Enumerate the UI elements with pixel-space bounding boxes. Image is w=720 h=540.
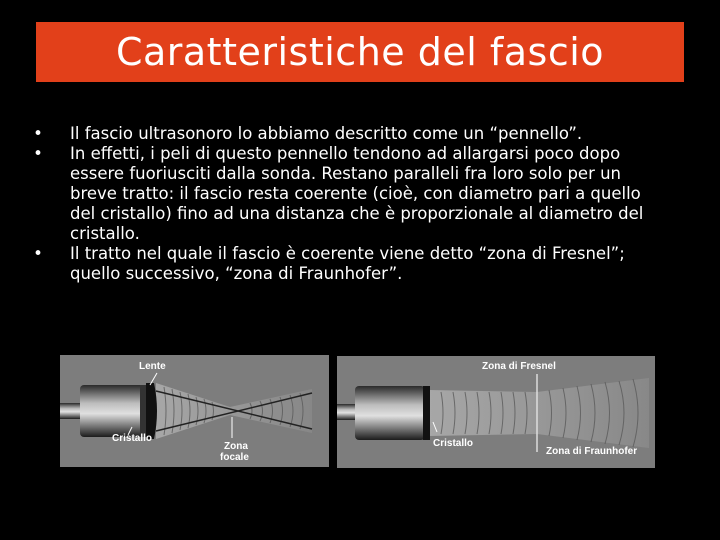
bullet-marker: • (33, 244, 43, 263)
label-zona: Zona (224, 441, 248, 452)
bullet-list (28, 124, 668, 284)
bullet-item (28, 124, 668, 144)
page-title: Caratteristiche del fascio (115, 30, 605, 74)
bullet-marker: • (33, 124, 43, 143)
label-fresnel: Zona di Fresnel (482, 361, 556, 372)
probe-body (355, 386, 425, 440)
crystal (140, 385, 146, 437)
crystal (423, 386, 430, 440)
label-cristallo-right: Cristallo (433, 438, 474, 449)
label-cristallo-left: Cristallo (112, 433, 153, 444)
bullet-item (28, 244, 668, 284)
focused-beam-diagram (60, 355, 329, 467)
probe-cable (60, 403, 82, 419)
label-lente: Lente (139, 361, 166, 372)
bullet-marker: • (33, 144, 43, 163)
probe-body (80, 385, 148, 437)
probe-cable (337, 404, 357, 420)
label-fraunhofer: Zona di Fraunhofer (546, 446, 638, 457)
lens (146, 383, 157, 439)
label-focale: focale (220, 452, 249, 463)
bullet-item (28, 144, 668, 244)
bullet-text: Il fascio ultrasonoro lo abbiamo descritto come un “pennello”. (70, 124, 583, 143)
title-banner (36, 22, 684, 82)
bullet-text: In effetti, i peli di questo pennello tendono ad allargarsi poco dopo essere fuoriusciti dalla sonda. Restano paralleli fra loro solo per un breve tratto: il fascio resta coerente (cioè, con diametro pari a quello del cristallo) fino ad una distanza che è proporzionale al diametro del cristallo. (70, 144, 644, 243)
bullet-text: Il tratto nel quale il fascio è coerente viene detto “zona di Fresnel”; quello successivo, “zona di Fraunhofer”. (70, 244, 625, 283)
fresnel-fraunhofer-diagram (337, 356, 655, 468)
